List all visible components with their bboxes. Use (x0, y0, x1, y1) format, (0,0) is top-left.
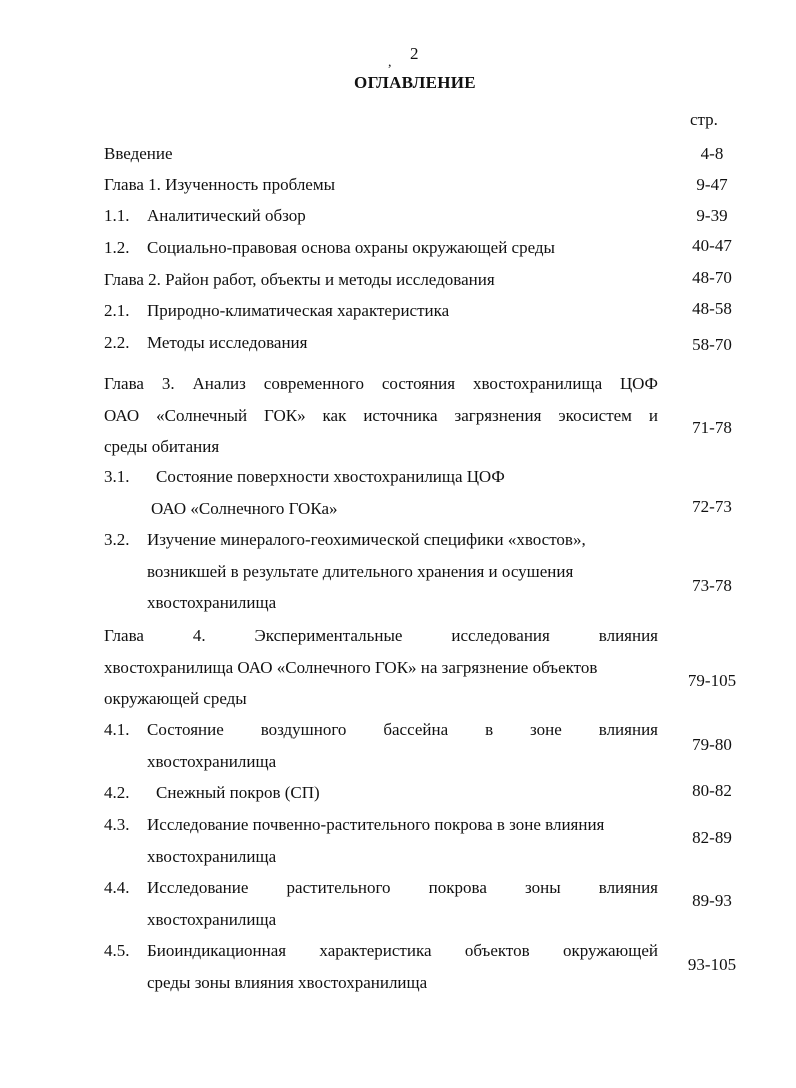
toc-entry-number: 4.5. (104, 941, 130, 960)
toc-entry-line: Исследование почвенно-растительного покрова в зоне влияния (147, 815, 605, 834)
toc-entry-line: хвостохранилища (147, 751, 277, 771)
toc-entry-line: среды зоны влияния хвостохранилища (147, 972, 428, 992)
scan-mark: , (388, 55, 392, 70)
toc-entry-pages: 93-105 (687, 955, 737, 974)
toc-entry-line: Глава 3. Анализ современного состояния хвостохранилища ЦОФ (104, 374, 658, 393)
toc-entry-number: 2.1. (104, 301, 130, 320)
toc-entry-number: 3.2. (104, 530, 130, 549)
toc-entry-pages: 9-39 (696, 206, 728, 225)
toc-entry-line: хвостохранилища ОАО «Солнечного ГОК» на загрязнение объектов (104, 657, 598, 677)
toc-entry-line: возникшей в результате длительного хранения и осушения (147, 561, 574, 581)
toc-entry-text: Введение (104, 144, 173, 163)
toc-entry-1-1 (104, 200, 658, 232)
toc-entry-number: 4.4. (104, 878, 130, 897)
toc-entry-number: 4.2. (104, 783, 130, 802)
toc-entry-number: 1.2. (104, 238, 130, 257)
toc-entry-line: ОАО «Солнечный ГОК» как источника загрязнения экосистем и (104, 405, 658, 425)
page-number: 2 (410, 44, 419, 63)
toc-entry-pages: 48-58 (692, 299, 732, 318)
toc-entry-pages: 40-47 (692, 236, 732, 255)
page-title: ОГЛАВЛЕНИЕ (354, 73, 476, 92)
toc-entry-pages: 79-80 (692, 735, 732, 754)
toc-entry-pages: 72-73 (692, 497, 732, 516)
toc-entry-text: Аналитический обзор (147, 206, 306, 225)
toc-entry-chapter-2 (104, 264, 658, 296)
toc-entry-pages: 82-89 (692, 828, 732, 847)
toc-entry-number: 2.2. (104, 333, 130, 352)
toc-entry-chapter-1 (104, 169, 658, 201)
toc-entry-line: Состояние воздушного бассейна в зоне влияния (147, 720, 658, 739)
toc-entry-1-2 (104, 232, 658, 264)
toc-entry-2-2 (104, 327, 658, 359)
pages-column-header: стр. (690, 110, 718, 129)
toc-entry-line: хвостохранилища (147, 846, 277, 866)
toc-entry-4-3 (104, 809, 658, 872)
toc-entry-chapter-3 (104, 368, 658, 463)
toc-entry-line: среды обитания (104, 437, 220, 456)
toc-entry-pages: 89-93 (692, 891, 732, 910)
toc-entry-line: хвостохранилища (147, 909, 277, 929)
toc-entry-number: 3.1. (104, 467, 130, 486)
toc-entry-number: 4.3. (104, 815, 130, 834)
toc-entry-pages: 80-82 (692, 781, 732, 800)
toc-entry-number: 4.1. (104, 720, 130, 739)
toc-entry-pages: 58-70 (692, 335, 732, 354)
toc-entry-3-1 (104, 461, 658, 524)
toc-entry-line: Состояние поверхности хвостохранилища ЦОФ (156, 467, 505, 486)
toc-entry-pages: 73-78 (692, 576, 732, 595)
toc-entry-pages: 79-105 (687, 671, 737, 690)
toc-entry-pages: 4-8 (700, 144, 724, 163)
toc-entry-line: Исследование растительного покрова зоны влияния (147, 878, 658, 897)
toc-entry-text: Природно-климатическая характеристика (147, 301, 450, 320)
toc-entry-2-1 (104, 295, 658, 327)
toc-entry-4-2 (104, 777, 658, 809)
toc-entry-chapter-4 (104, 620, 658, 715)
toc-entry-line: Изучение минералого-геохимической специфики «хвостов», (147, 530, 586, 549)
toc-entry-pages: 9-47 (696, 175, 728, 194)
toc-entry-text: Глава 2. Район работ, объекты и методы исследования (104, 270, 495, 289)
toc-entry-text: Методы исследования (147, 333, 308, 352)
toc-entry-line: Биоиндикационная характеристика объектов окружающей (147, 941, 658, 960)
toc-entry-4-1 (104, 714, 658, 777)
toc-entry-text: Глава 1. Изученность проблемы (104, 175, 336, 194)
toc-entry-line: ОАО «Солнечного ГОКа» (151, 498, 338, 518)
toc-entry-line: хвостохранилища (147, 593, 277, 612)
toc-entry-introduction (104, 138, 658, 170)
toc-entry-number: 1.1. (104, 206, 130, 225)
toc-entry-line: окружающей среды (104, 689, 247, 708)
toc-entry-pages: 71-78 (692, 418, 732, 437)
toc-entry-line: Глава 4. Экспериментальные исследования влияния (104, 626, 658, 645)
toc-entry-text: Социально-правовая основа охраны окружающей среды (147, 238, 555, 257)
toc-entry-text: Снежный покров (СП) (156, 783, 320, 802)
toc-entry-pages: 48-70 (692, 268, 732, 287)
toc-entry-4-4 (104, 872, 658, 935)
toc-entry-4-5 (104, 935, 658, 998)
toc-entry-3-2 (104, 524, 658, 619)
